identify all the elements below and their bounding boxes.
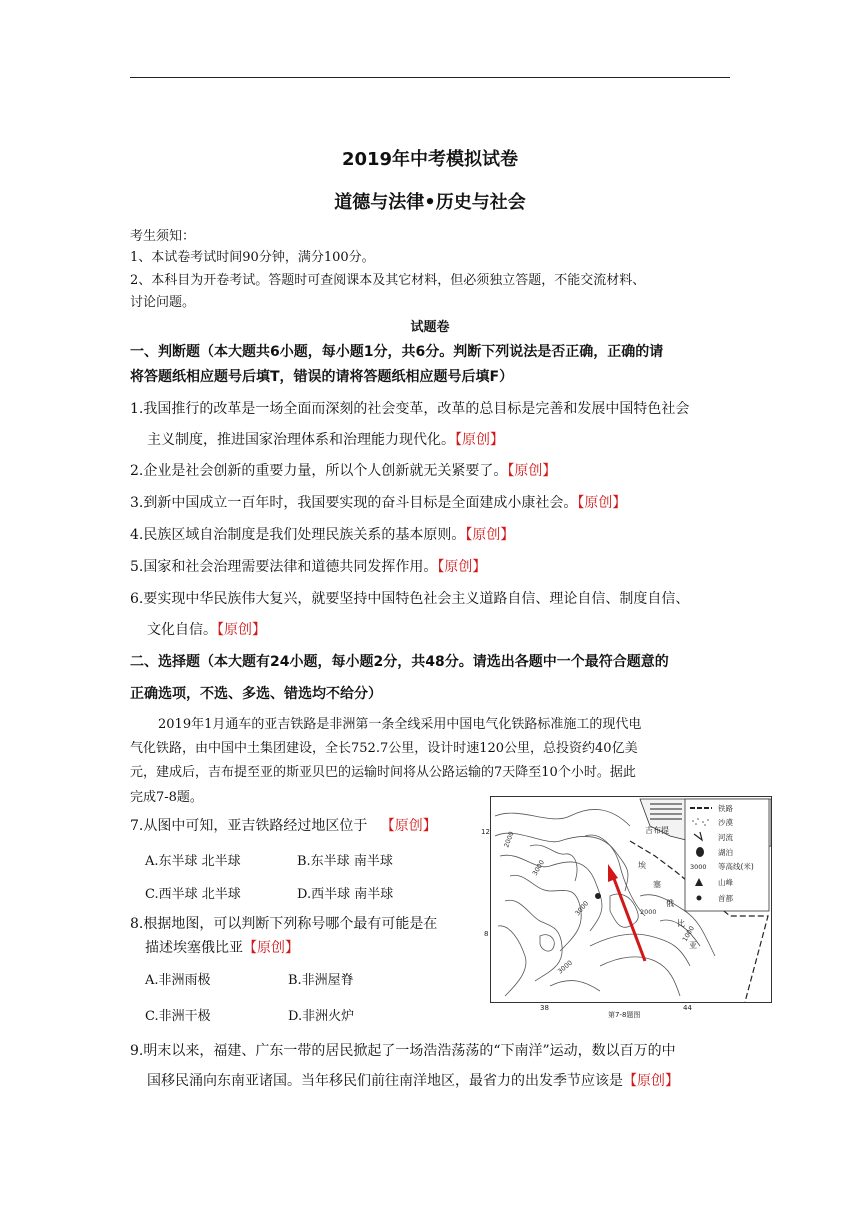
material-line-2: 气化铁路，由中国中土集团建设，全长752.7公里，设计时速120公里，总投资约40亿美 <box>130 741 638 756</box>
question-8-line-1: 8.根据地图，可以判断下列称号哪个最有可能是在 <box>130 916 438 932</box>
header-rule <box>130 77 730 78</box>
notice-heading: 考生须知： <box>130 229 196 244</box>
question-8-option-d: D.非洲火炉 <box>288 1009 355 1024</box>
notice-item-2-line-2: 讨论问题。 <box>130 295 196 310</box>
label-ethiopia-2: 塞 <box>653 880 661 889</box>
notice-item-2-line-1: 2、本科目为开卷考试。答题时可查阅课本及其它材料，但必须独立答题，不能交流材料、 <box>130 273 646 288</box>
material-line-3: 元，建成后，吉布提至亚的斯亚贝巴的运输时间将从公路运输的7天降至10个小时。据此 <box>130 765 636 780</box>
question-6-line-2: 文化自信。【原创】 <box>147 622 266 638</box>
capital-legend-icon <box>697 896 702 901</box>
question-6-line-1: 6.要实现中华民族伟大复兴，就要坚持中国特色社会主义道路自信、理论自信、制度自信、 <box>130 591 690 607</box>
section-2-heading-line-1: 二、选择题（本大题有24小题，每小题2分，共48分。请选出各题中一个最符合题意的 <box>130 654 669 670</box>
exam-subtitle: 道德与法律•历史与社会 <box>334 192 526 213</box>
legend-capital: 首都 <box>718 894 733 903</box>
material-line-1: 2019年1月通车的亚吉铁路是非洲第一条全线采用中国电气化铁路标准施工的现代电 <box>158 717 642 732</box>
question-1-line-1: 1.我国推行的改革是一场全面而深刻的社会变革，改革的总目标是完善和发展中国特色社会 <box>130 401 690 417</box>
label-djibouti: 吉布提 <box>645 826 669 835</box>
legend-lake: 湖泊 <box>718 848 733 857</box>
section-1-heading-line-2: 将答题纸相应题号后填T，错误的请将答题纸相应题号后填F） <box>130 369 514 385</box>
original-tag: 【原创】 <box>623 1073 679 1089</box>
question-7: 7.从图中可知，亚吉铁路经过地区位于 【原创】 <box>130 818 437 834</box>
question-4: 4.民族区域自治制度是我们处理民族关系的基本原则。【原创】 <box>130 527 515 543</box>
original-tag: 【原创】 <box>437 559 487 575</box>
label-ethiopia-3: 俄 <box>666 899 674 908</box>
legend-railway: 铁路 <box>718 804 733 813</box>
label-ethiopia-5: 亚 <box>689 941 697 950</box>
contour-label-2000-a: 2000 <box>502 830 516 849</box>
lon-label-44: 44 <box>683 1004 692 1012</box>
material-line-4: 完成7-8题。 <box>130 790 203 805</box>
question-8-line-2: 描述埃塞俄比亚【原创】 <box>145 940 299 956</box>
lon-label-38: 38 <box>540 1004 549 1012</box>
question-7-option-c: C.西半球 北半球 <box>145 887 241 902</box>
capital-icon <box>595 893 601 899</box>
legend-contour-sample: 3000 <box>690 863 707 871</box>
paper-label: 试题卷 <box>410 320 450 335</box>
original-tag: 【原创】 <box>455 432 504 448</box>
original-tag: 【原创】 <box>465 527 515 543</box>
legend-desert: 沙漠 <box>718 818 733 827</box>
original-tag: 【原创】 <box>577 495 627 511</box>
label-ethiopia-1: 埃 <box>638 861 646 870</box>
contour-label-1000: 1000 <box>680 924 697 943</box>
contour-label-2000-b: 2000 <box>640 908 657 916</box>
question-2: 2.企业是社会创新的重要力量，所以个人创新就无关紧要了。【原创】 <box>130 463 557 479</box>
legend-river: 河流 <box>718 833 733 842</box>
lake-legend-icon <box>696 847 704 857</box>
lat-label-12: 12 <box>481 828 490 836</box>
question-1-line-2: 主义制度，推进国家治理体系和治理能力现代化。【原创】 <box>147 432 504 448</box>
legend-contour: 等高线(米) <box>718 862 754 871</box>
contour-label-3000-a: 3000 <box>530 858 547 877</box>
ethiopia-railway-map <box>481 796 772 1019</box>
original-tag: 【原创】 <box>243 940 299 956</box>
question-9-line-2: 国移民涌向东南亚诸国。当年移民们前往南洋地区，最省力的出发季节应该是【原创】 <box>147 1073 679 1089</box>
question-8-option-a: A.非洲雨极 <box>145 973 211 988</box>
legend-peak: 山峰 <box>718 878 733 887</box>
notice-item-1: 1、本试卷考试时间90分钟，满分100分。 <box>130 250 375 265</box>
contour-label-3000-b: 3000 <box>573 899 591 918</box>
question-8-option-b: B.非洲屋脊 <box>288 973 354 988</box>
question-9-line-1: 9.明末以来，福建、广东一带的居民掀起了一场浩浩荡荡的“下南洋”运动，数以百万的中 <box>130 1043 676 1059</box>
contour-label-3000-c: 3000 <box>556 958 574 976</box>
lat-label-8: 8 <box>484 930 489 938</box>
question-7-option-b: B.东半球 南半球 <box>297 854 393 869</box>
question-7-option-a: A.东半球 北半球 <box>145 854 241 869</box>
exam-title: 2019年中考模拟试卷 <box>341 149 519 170</box>
original-tag: 【原创】 <box>507 463 557 479</box>
original-tag: 【原创】 <box>380 818 437 834</box>
question-5: 5.国家和社会治理需要法律和道德共同发挥作用。【原创】 <box>130 559 487 575</box>
label-ethiopia-4: 比 <box>677 919 685 928</box>
map-caption: 第7-8题图 <box>608 1011 641 1019</box>
original-tag: 【原创】 <box>217 622 266 638</box>
question-8-option-c: C.非洲干极 <box>145 1009 211 1024</box>
section-1-heading-line-1: 一、判断题（本大题共6小题，每小题1分，共6分。判断下列说法是否正确，正确的请 <box>130 344 664 360</box>
question-7-option-d: D.西半球 南半球 <box>297 887 394 902</box>
section-2-heading-line-2: 正确选项，不选、多选、错选均不给分） <box>130 686 382 702</box>
question-3: 3.到新中国成立一百年时，我国要实现的奋斗目标是全面建成小康社会。【原创】 <box>130 495 627 511</box>
